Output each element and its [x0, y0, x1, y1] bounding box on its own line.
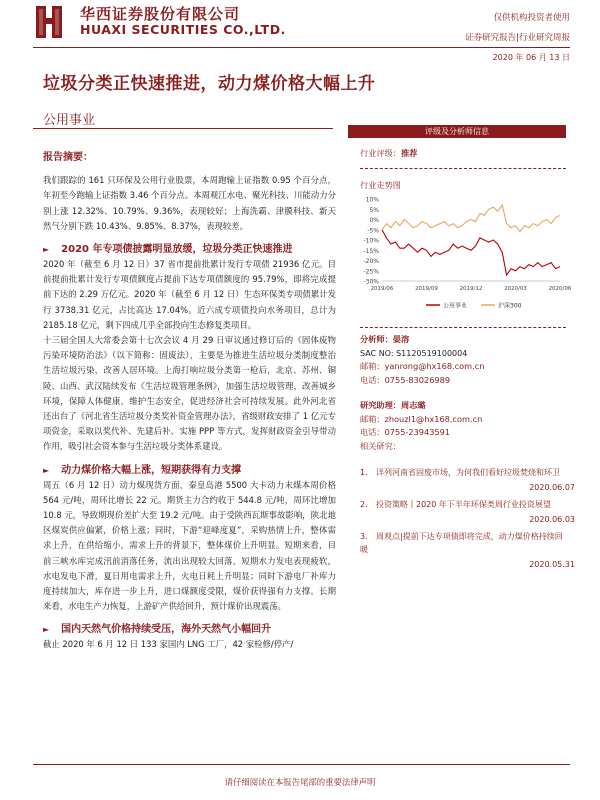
analyst1-phone: 电话：0755-83026989	[360, 374, 451, 385]
section1-para1: 2020 年（截至 6 月 12 日）37 省市提前批累计发行专项债 21936 亿元。目前提前批累计发行专项债额度占提前下达专项债额度的 95.79%，即将完成提前下达的 2.29 万亿元。2020 年（截至 6 月 12 日）生态环保类专项债累计发行 3738.31 亿元，占比高达 17.04%。近六成专项债投向水务项目，总计为 2185.18 亿元，剩下四成几乎全部投向生态修复类项目。	[43, 259, 336, 330]
report-body	[43, 150, 336, 653]
related-item-1[interactable]: 1. 详列河南省固废市场，为何我们看好垃圾焚烧和环卫	[360, 468, 560, 477]
rating-value: 推荐	[400, 148, 418, 158]
related-date-2: 2020.06.03	[529, 515, 575, 524]
y-tick-label: -30%	[363, 278, 379, 286]
y-tick-label: 5%	[369, 206, 379, 214]
related-research-list	[360, 466, 575, 569]
x-tick-label: 2019/12	[459, 286, 483, 292]
section-heading-1: ► 2020 年专项债披露明显放缓，垃圾分类正快速推进	[43, 244, 293, 256]
y-tick-label: -20%	[363, 258, 379, 265]
report-title: 垃圾分类正快速推进，动力煤价格大幅上升	[43, 74, 376, 94]
legend-label: 沪深300	[498, 302, 522, 310]
divider	[360, 327, 566, 328]
sector-divider	[33, 128, 333, 129]
analyst2-email[interactable]: 邮箱：zhouzl1@hx168.com.cn	[360, 413, 483, 424]
triangle-bullet-icon: ►	[43, 465, 50, 475]
related-date-1: 2020.06.07	[529, 483, 575, 492]
x-tick-label: 2019/06	[370, 286, 394, 292]
triangle-bullet-icon: ►	[43, 625, 50, 635]
analyst1-email[interactable]: 邮箱：yanrong@hx168.com.cn	[360, 361, 485, 371]
y-tick-label: -5%	[367, 227, 379, 235]
audience-note: 仅供机构投资者使用	[493, 13, 570, 23]
analyst2-phone: 电话：0755-23943591	[360, 427, 451, 437]
section1-para2: 十三届全国人大常委会第十七次会议 4 月 29 日审议通过修订后的《固体废物污染环境防治法》（以下简称：固废法），主要是为推进生活垃圾分类制度整治生活垃圾污染，改善人居环境。上海打响垃圾分类第一枪后，北京、苏州、铜陵、山西、武汉陆续发布《生活垃圾管理条例》，加强生活垃圾管理，改善城乡环境，保障人体健康，维护生态安全，促进经济社会可持续发展。此外河北省还出台了《河北省生活垃圾分类奖补资金管理办法》，省级财政安排了 1 亿元专项资金，采取以奖代补、先建后补、实施 PPP 等方式，发挥财政资金引导带动作用，吸引社会资本参与生活垃圾分类体系建设。	[43, 335, 336, 452]
x-tick-label: 2019/09	[415, 286, 438, 292]
footer-divider	[33, 764, 570, 765]
analyst1-line: 分析师：晏溶	[360, 334, 410, 344]
report-type: 证券研究报告|行业研究周报	[465, 33, 570, 43]
divider	[360, 168, 566, 169]
related-label: 相关研究：	[360, 440, 401, 451]
industry-trend-chart	[348, 195, 572, 313]
series-line	[382, 230, 560, 275]
report-date: 2020 年 06 月 13 日	[492, 53, 570, 62]
x-tick-label: 2020/06	[548, 286, 572, 292]
legend-label: 公用事业	[443, 302, 468, 310]
rating-label: 行业评级：	[360, 148, 401, 158]
y-tick-label: 10%	[365, 196, 379, 204]
legal-notice: 请仔细阅读在本报告尾部的重要法律声明	[224, 777, 376, 787]
summary-label: 报告摘要：	[43, 152, 93, 163]
section-heading-3: ► 国内天然气价格持续受压，海外天然气小幅回升	[43, 624, 272, 636]
summary-text: 我们跟踪的 161 只环保及公用行业股票，本周跑输上证指数 0.95 个百分点，年初至今跑输上证指数 3.46 个百分点。本周观江水电、聚光科技、川能动力分别上涨 12.32%、10.79%、9.36%，表现较好；上海洗霸、津膜科技、新天然气分别下跌 10.43%、9.85%、8.37%，表现较差。	[43, 175, 336, 231]
related-item-2[interactable]: 2. 投资策略丨2020 年下半年环保类周行业投资展望	[360, 500, 551, 509]
x-tick-label: 2020/03	[504, 286, 527, 292]
section-heading-2: ► 动力煤价格大幅上涨，短期获得有力支撑	[43, 464, 242, 476]
analyst1-sac: SAC NO: S1120519100004	[360, 348, 468, 358]
analyst-info	[360, 333, 570, 453]
triangle-bullet-icon: ►	[43, 245, 50, 255]
y-tick-label: -15%	[363, 247, 379, 255]
y-tick-label: 0%	[369, 217, 379, 224]
sector-name: 公用事业	[43, 113, 96, 128]
company-logo	[33, 4, 65, 40]
section2-para1: 周五（6 月 12 日）动力煤现货方面，秦皇岛港 5500 大卡动力末煤本周价格 564 元/吨，周环比增长 22 元。期货主力合约收于 544.8 元/吨，周环比增加 10.8 元，导致期现价差扩大至 19.2 元/吨。由于受陕西瓦斯事故影响，陕北地区煤炭供应偏紧，价格上涨；同时，下游“迎峰度夏”，采购热情上升，整体需求上升，在供给缩小，需求上升的背景下，整体煤价上升明显。短期来看，目前三峡水库完成汛前消落任务，流出出现较大回落，短期水力发电表现疲软，水电发电下滑，夏日用电需求上升，火电日耗上升明显；同时下游电厂补库力度持续加大，库存进一步上升，进口煤额度受限，煤价获得强有力支撑。长期来看，水电生产力恢复，上游矿产供给回升，预计煤价出现震荡。	[43, 479, 336, 612]
y-tick-label: -10%	[363, 237, 379, 245]
series-line	[382, 205, 560, 232]
y-tick-label: -25%	[363, 268, 379, 276]
rating-line	[360, 148, 417, 159]
related-item-3[interactable]: 3. 周观点|提前下达专项债即将完成，动力煤价格持续回暖	[360, 532, 563, 554]
header-divider	[33, 47, 570, 48]
analyst-box-title: 评级及分析师信息	[348, 125, 566, 138]
company-name-en: HUAXI SECURITIES CO.,LTD.	[80, 22, 286, 37]
chart-title: 行业走势图	[360, 180, 401, 190]
company-name-cn: 华西证券股份有限公司	[80, 5, 241, 23]
analyst2-line: 研究助理：周志璐	[360, 400, 426, 410]
related-date-3: 2020.05.31	[529, 560, 575, 569]
section3-para1: 截止 2020 年 6 月 12 日 133 家国内 LNG 工厂，42 家检修/停产/	[43, 639, 294, 650]
